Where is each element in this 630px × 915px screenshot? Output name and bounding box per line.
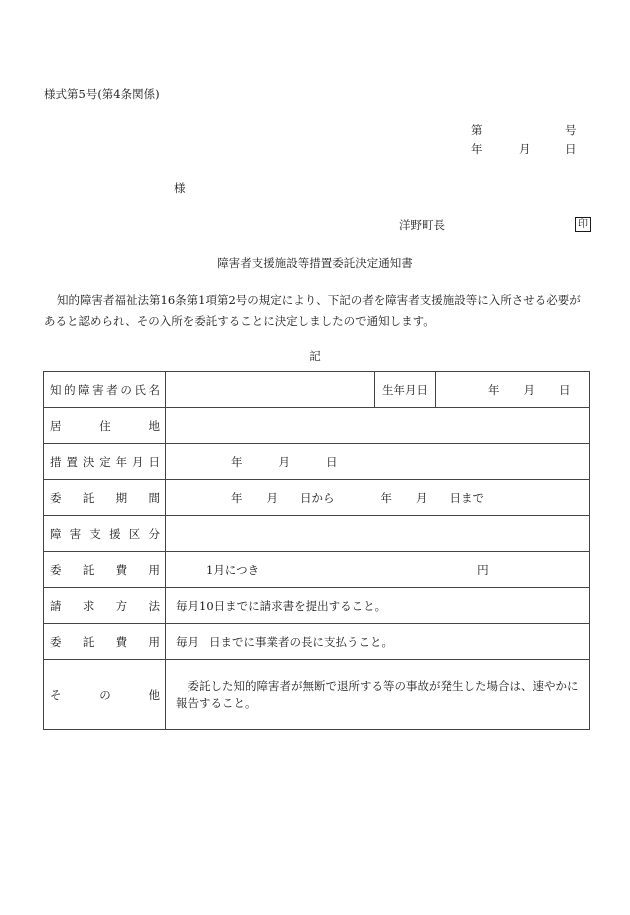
billing-label-cell (44, 588, 166, 624)
label-char: 期 (115, 490, 128, 505)
label-char: 地 (148, 418, 160, 433)
label-char: 援 (109, 526, 121, 541)
fee-label (50, 562, 160, 578)
label-char: 託 (82, 634, 95, 649)
period-label-cell (44, 480, 166, 516)
label-char: 費 (115, 634, 128, 649)
birth-label: 生年月日 (382, 382, 428, 397)
decision-date-label (50, 454, 160, 470)
payment-prefix: 毎月 (176, 634, 199, 649)
row-residence (44, 408, 590, 444)
label-char: の (99, 687, 111, 702)
label-char: 月 (132, 454, 144, 469)
issue-date-day: 日 (565, 142, 577, 156)
label-char: 定 (99, 454, 111, 469)
period-label (50, 490, 160, 506)
issue-date-year: 年 (471, 142, 483, 156)
seal-text: 印 (575, 217, 591, 232)
period-value-cell[interactable] (166, 480, 590, 516)
notice-table (43, 371, 590, 730)
label-char: 託 (82, 562, 95, 577)
doc-number-suffix: 号 (565, 123, 577, 137)
label-char: 住 (99, 418, 111, 433)
category-value-cell[interactable] (166, 516, 590, 552)
label-char: 求 (82, 598, 95, 613)
label-char: 置 (66, 454, 78, 469)
label-char: 氏 (134, 382, 146, 397)
label-char: 委 (50, 634, 62, 649)
label-char: 委 (50, 490, 62, 505)
label-char: 措 (50, 454, 62, 469)
issue-date-month: 月 (519, 142, 531, 156)
period-from: 日から (300, 490, 335, 505)
name-label-cell (44, 372, 166, 408)
other-value-cell (166, 660, 590, 730)
form-number: 様式第5号(第4条関係) (44, 87, 160, 101)
period-year-2: 年 (380, 490, 392, 505)
birth-value-cell[interactable] (436, 372, 590, 408)
billing-label (50, 598, 160, 614)
label-char: 分 (148, 526, 160, 541)
residence-label-cell (44, 408, 166, 444)
row-category (44, 516, 590, 552)
row-other (44, 660, 590, 730)
payment-value-cell[interactable] (166, 624, 590, 660)
category-label (50, 526, 160, 542)
decision-year: 年 (231, 454, 243, 469)
label-char: 請 (50, 598, 62, 613)
label-char: 委 (50, 562, 62, 577)
label-char: 他 (148, 687, 160, 702)
decision-day: 日 (326, 454, 338, 469)
label-char: 決 (82, 454, 95, 469)
period-until: 日まで (449, 490, 484, 505)
doc-number-prefix: 第 (471, 123, 483, 137)
label-char: 間 (148, 490, 160, 505)
label-char: 年 (115, 454, 128, 469)
birth-month: 月 (523, 382, 535, 397)
other-value: 委託した知的障害者が無断で退所する等の事故が発生した場合は、速やかに報告すること。 (176, 678, 579, 710)
label-char: 方 (115, 598, 128, 613)
decision-date-value-cell[interactable] (166, 444, 590, 480)
fee-per-month: 1月につき (206, 562, 260, 577)
row-fee (44, 552, 590, 588)
label-char: 障 (78, 382, 90, 397)
payment-label (50, 634, 160, 650)
label-char: 害 (92, 382, 104, 397)
birth-day: 日 (559, 382, 571, 397)
fee-label-cell (44, 552, 166, 588)
label-char: 用 (148, 562, 160, 577)
row-payment (44, 624, 590, 660)
birth-label-cell (375, 372, 436, 408)
period-year-1: 年 (231, 490, 243, 505)
row-period (44, 480, 590, 516)
label-char: 障 (50, 526, 62, 541)
label-char: 的 (64, 382, 76, 397)
category-label-cell (44, 516, 166, 552)
addressee-suffix: 様 (174, 181, 186, 195)
body-line-2: あると認められ、その入所を委託することに決定しましたので通知します。 (44, 314, 435, 328)
row-billing (44, 588, 590, 624)
name-label (50, 382, 160, 398)
fee-yen: 円 (477, 562, 489, 577)
billing-value: 毎月10日までに請求書を提出すること。 (176, 598, 387, 613)
birth-year: 年 (488, 382, 500, 397)
decision-month: 月 (278, 454, 290, 469)
issuer-name: 洋野町長 (399, 218, 445, 232)
decision-date-label-cell (44, 444, 166, 480)
ki-heading: 記 (309, 349, 321, 363)
label-char: 知 (50, 382, 62, 397)
label-char: 託 (82, 490, 95, 505)
payment-label-cell (44, 624, 166, 660)
fee-value-cell[interactable] (166, 552, 590, 588)
residence-label (50, 418, 160, 434)
label-char: 費 (115, 562, 128, 577)
period-month-2: 月 (416, 490, 428, 505)
period-month-1: 月 (266, 490, 278, 505)
seal-mark (575, 216, 591, 232)
other-label-cell (44, 660, 166, 730)
label-char: 支 (89, 526, 101, 541)
label-char: の (120, 382, 132, 397)
label-char: 用 (148, 634, 160, 649)
label-char: そ (50, 687, 62, 702)
label-char: 者 (106, 382, 118, 397)
other-label (50, 687, 160, 703)
residence-value-cell[interactable] (166, 408, 590, 444)
label-char: 居 (50, 418, 62, 433)
payment-suffix: 日までに事業者の長に支払うこと。 (209, 634, 393, 649)
body-line-1: 知的障害者福祉法第16条第1項第2号の規定により、下記の者を障害者支援施設等に入所させる必要が (57, 293, 581, 307)
label-char: 名 (148, 382, 160, 397)
row-decision-date (44, 444, 590, 480)
label-char: 法 (148, 598, 160, 613)
document-title: 障害者支援施設等措置委託決定通知書 (217, 256, 413, 270)
label-char: 区 (128, 526, 141, 541)
label-char: 害 (69, 526, 82, 541)
label-char: 日 (148, 454, 160, 469)
row-name (44, 372, 590, 408)
billing-value-cell (166, 588, 590, 624)
name-value-cell[interactable] (166, 372, 375, 408)
